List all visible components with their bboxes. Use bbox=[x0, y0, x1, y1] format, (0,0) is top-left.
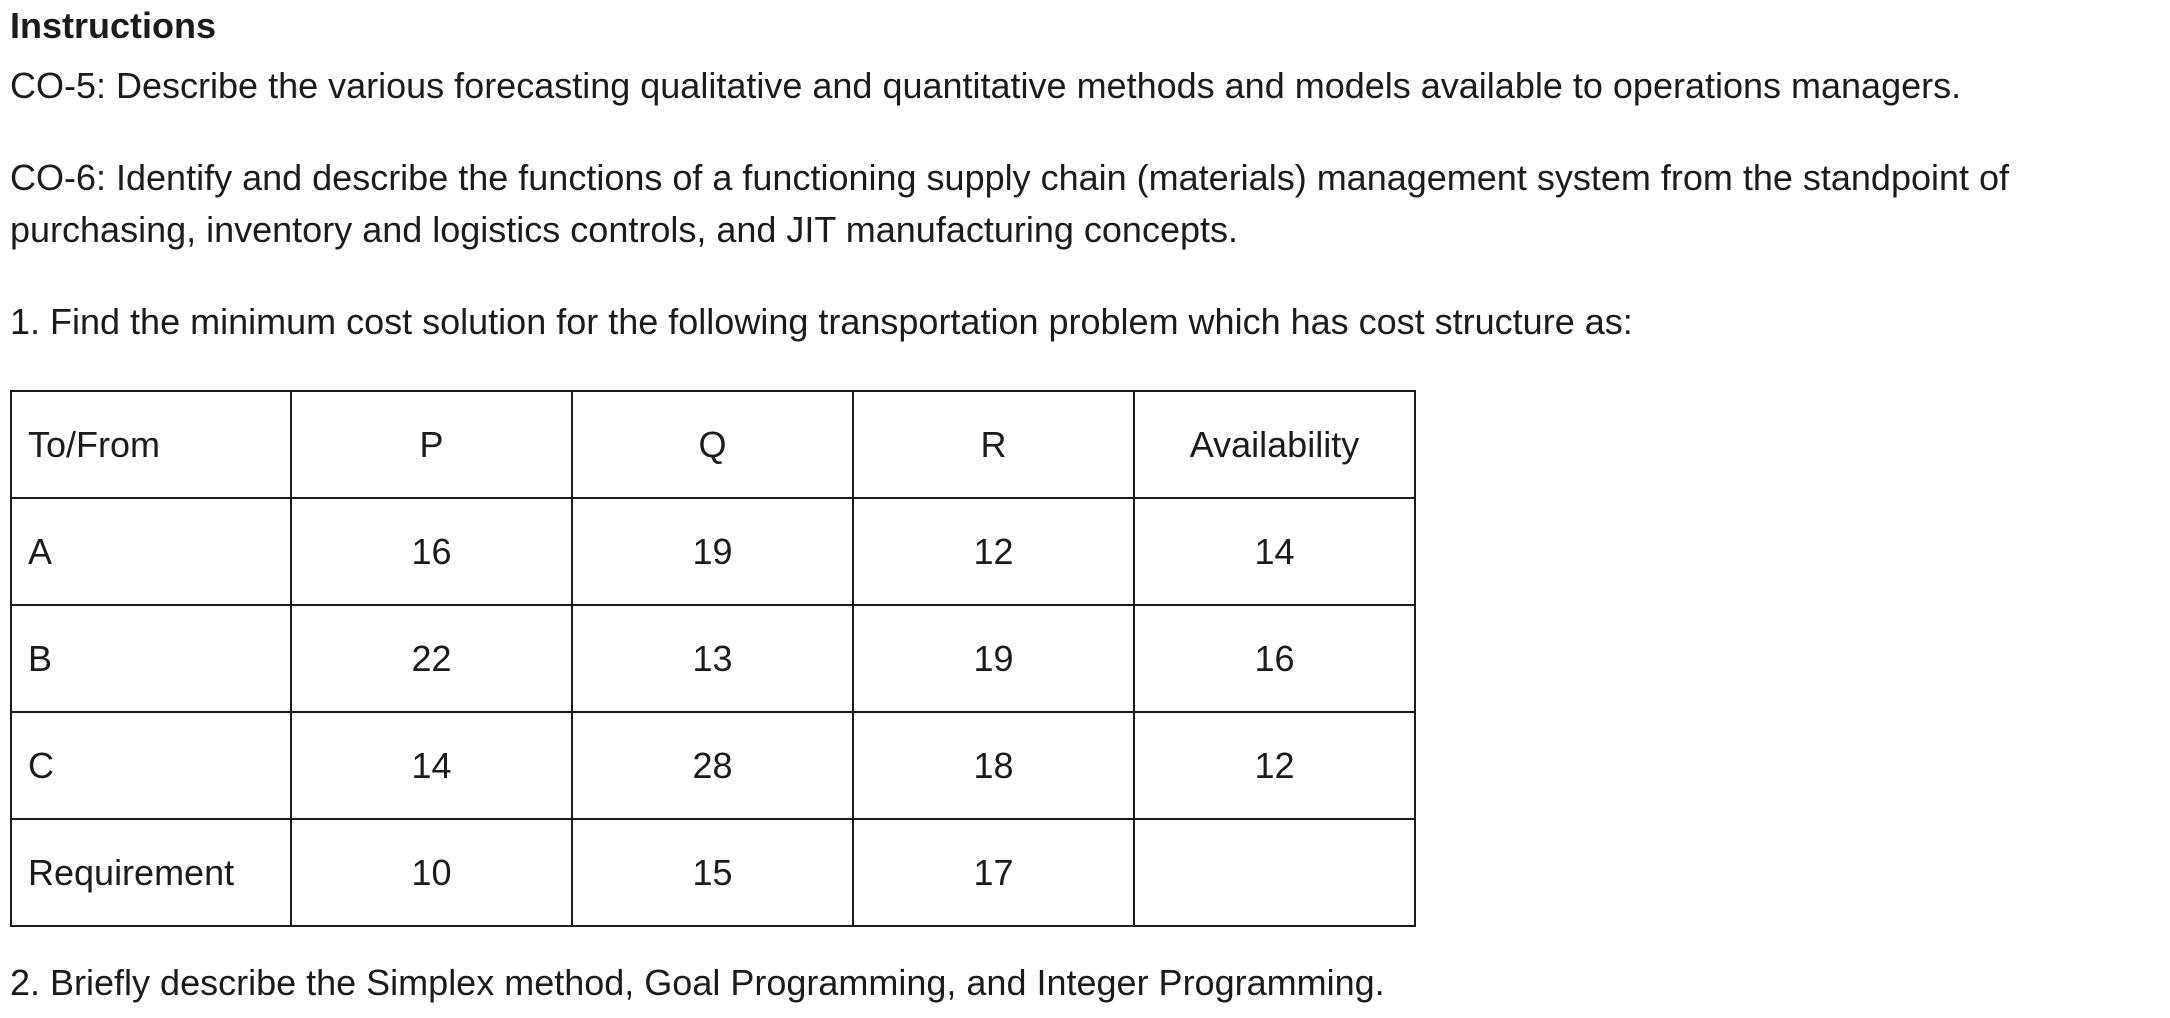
question-2: 2. Briefly describe the Simplex method, Goal Programming, and Integer Programming. bbox=[10, 962, 1385, 1003]
table-cell: 14 bbox=[291, 712, 572, 819]
table-cell: 19 bbox=[572, 498, 853, 605]
course-objective-co6 bbox=[10, 152, 2160, 256]
table-cell: 18 bbox=[853, 712, 1134, 819]
table-cell: 10 bbox=[291, 819, 572, 926]
table-cell: 19 bbox=[853, 605, 1134, 712]
table-cell: 12 bbox=[853, 498, 1134, 605]
table-row bbox=[11, 712, 1415, 819]
row-label: C bbox=[11, 712, 291, 819]
header-q: Q bbox=[572, 391, 853, 498]
instructions-heading: Instructions bbox=[10, 5, 217, 46]
table-cell: 13 bbox=[572, 605, 853, 712]
table-cell: 14 bbox=[1134, 498, 1415, 605]
table-cell: 15 bbox=[572, 819, 853, 926]
co6-line-2: purchasing, inventory and logistics controls, and JIT manufacturing concepts. bbox=[10, 209, 1238, 250]
row-label: A bbox=[11, 498, 291, 605]
table-row bbox=[11, 819, 1415, 926]
instructions-document bbox=[10, 0, 2160, 1009]
table-cell bbox=[1134, 819, 1415, 926]
table-header-row bbox=[11, 391, 1415, 498]
table-cell: 22 bbox=[291, 605, 572, 712]
header-r: R bbox=[853, 391, 1134, 498]
table-row bbox=[11, 605, 1415, 712]
table-row bbox=[11, 498, 1415, 605]
course-objective-co5: CO-5: Describe the various forecasting qualitative and quantitative methods and models available to operations managers. bbox=[10, 65, 1962, 106]
co6-line-1: CO-6: Identify and describe the functions of a functioning supply chain (materials) management system from the standpoint of bbox=[10, 157, 2010, 198]
table-cell: 12 bbox=[1134, 712, 1415, 819]
table-cell: 28 bbox=[572, 712, 853, 819]
table-cell: 16 bbox=[1134, 605, 1415, 712]
table-cell: 16 bbox=[291, 498, 572, 605]
row-label: B bbox=[11, 605, 291, 712]
header-availability: Availability bbox=[1134, 391, 1415, 498]
row-label: Requirement bbox=[11, 819, 291, 926]
header-p: P bbox=[291, 391, 572, 498]
header-to-from: To/From bbox=[11, 391, 291, 498]
table-cell: 17 bbox=[853, 819, 1134, 926]
transportation-cost-table bbox=[10, 390, 1416, 927]
question-1: 1. Find the minimum cost solution for the following transportation problem which has cost structure as: bbox=[10, 301, 1633, 342]
